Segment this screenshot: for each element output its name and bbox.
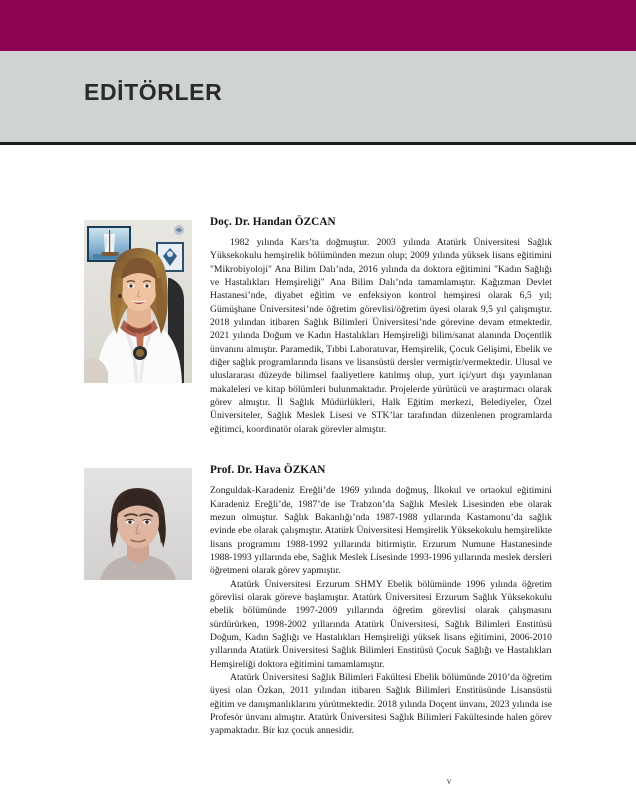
portrait-handan-ozcan	[84, 220, 192, 383]
editors-content	[0, 146, 636, 738]
editor-name-2: Prof. Dr. Hava ÖZKAN	[210, 464, 326, 477]
editor-entry-1	[0, 216, 636, 436]
page-number	[0, 776, 636, 786]
editor-entry-2	[0, 464, 636, 738]
bio-paragraph: Atatürk Üniversitesi Sağlık Bilimleri Fakültesi Ebelik bölümünde 2010’da öğretim üyesi olan Özkan, 2011 yılından itibaren Sağlık Bilimleri Enstitüsünde Lisansüstü eğitim ve danışmanlıklarını yürütmektedir. 2018 yılında Doçent ünvanı, 2023 yılında ise Profesör ünvanı almıştır. Atatürk Üniversitesi Sağlık Bilimleri Fakültesinde halen görev yapmaktadır. Bir kız çocuk annesidir.	[210, 671, 552, 737]
bio-paragraph: Atatürk Üniversitesi Erzurum SHMY Ebelik bölümünde 1996 yılında öğretim görevlisi olarak göreve başlamıştır. Atatürk Üniversitesi Erzurum Sağlık Yüksekokulu ebelik bölümünde 1997-2009 yıllarında öğretim görevlisi olarak çalışmasını sürdürürken, 1998-2002 yıllarında Atatürk Üniversitesi, Sağlık Bilimleri Enstitüsü Doğum, Kadın Sağlığı ve Hastalıkları Hemşireliği yüksek lisans eğitimini, 2006-2010 yıllarında Atatürk Üniversitesi Sağlık Bilimleri Enstitüsü Çocuk Sağlığı ve Hastalıkları Hemşireliği doktora eğitimini tamamlamıştır.	[210, 578, 552, 670]
portrait-hava-ozkan	[84, 468, 192, 580]
bio-paragraph: 1982 yılında Kars’ta doğmuştur. 2003 yılında Atatürk Üniversitesi Sağlık Yüksekokulu hemşirelik bölümünden mezun olup; 2009 yılında yüksek lisans eğitimini "Mikrobiyoloji" Ana Bilim Dalı’nda, 2016 yılında da doktora eğitimini "Kadın Sağlığı ve Hastalıkları Hemşireliği" Ana Bilim Dalı’nda tamamlamıştır. Kağızman Devlet Hastanesi’nde, diyabet eğitim ve enfeksiyon kontrol hemşiresi olarak 6,5 yıl; Gümüşhane Üniversitesi’nde öğretim görevlisi/öğretim üyesi olarak 9,5 yıl çalışmıştır. 2018 yılından itibaren Sağlık Bilimleri Üniversitesi’nde görevine devam etmektedir. 2021 yılında Doğum ve Kadın Hastalıkları Hemşireliği bilim/sanat alanında Doçentlik ünvanını almıştır. Paramedik, Tıbbi Laboratuvar, Hemşirelik, Çocuk Gelişimi, Ebelik ve diğer sağlık programlarında lisans ve lisansüstü dersler vermiştir/vermektedir. Ulusal ve uluslararası düzeyde bilimsel faaliyetlere katılmış olup, yurt içi/yurt dışı yayınlanan makaleleri ve kitap bölümleri bulunmaktadır. Projelerde yürütücü ve araştırmacı olarak görev almıştır. İl Sağlık Müdürlükleri, Halk Eğitim merkezi, Belediyeler, Özel Üniversiteler, Sağlık Meslek Lisesi ve STK’lar tarafından düzenlenen programlarda eğitimci, koordinatör olarak görevler almıştır.	[210, 237, 552, 435]
page-title: EDİTÖRLER	[84, 79, 223, 105]
page-number-value: v	[446, 776, 452, 786]
bio-paragraph: Zonguldak-Karadeniz Ereğli’de 1969 yılında doğmuş, İlkokul ve ortaokul eğitimini Karadeniz Ereğli’de, 1987’de ise Trabzon’da Sağlık Meslek Lisesinden ebe olarak mezun olmuştur. Sağlık Bakanlığı’nda 1987-1988 yıllarında Kastamonu’da sağlık evinde ebe olarak çalışmıştır. Atatürk Üniversitesi Hemşirelik Yüksekokulu hemşirelikte lisans programını 1988-1992 yıllarında bitirmiştir. Erzurum Numune Hastanesinde 1988-1993 yıllarında ebe, Sağlık Meslek Lisesinde 1993-1996 yıllarında meslek dersleri öğretmeni olarak görev yapmıştır.	[210, 485, 552, 577]
accent-top-band	[0, 0, 636, 51]
editor-name-1: Doç. Dr. Handan ÖZCAN	[210, 216, 336, 228]
